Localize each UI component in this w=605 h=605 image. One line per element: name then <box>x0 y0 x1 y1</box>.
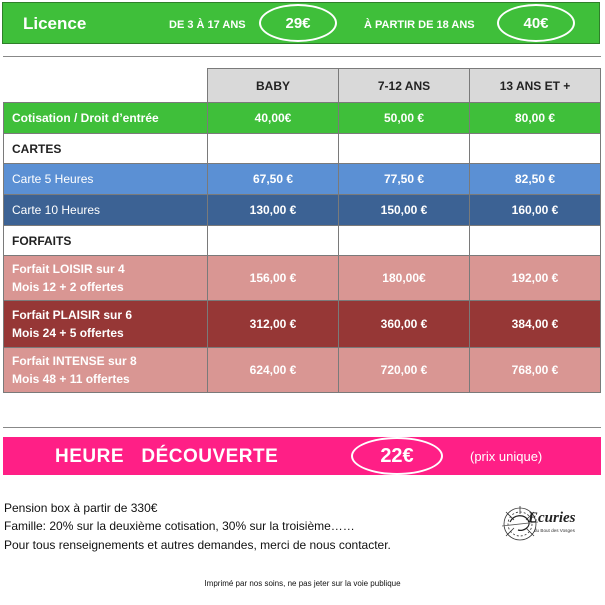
section-row-cartes <box>4 134 601 164</box>
price-cell: 77,50 € <box>339 164 470 195</box>
table-row-carte-5 <box>4 164 601 195</box>
price-cell: 720,00 € <box>339 348 470 393</box>
price-cell: 80,00 € <box>470 103 601 134</box>
table-header-row <box>4 69 601 103</box>
divider-top <box>3 56 601 57</box>
price-cell: 50,00 € <box>339 103 470 134</box>
table-row-forfait-plaisir <box>4 301 601 348</box>
table-row-carte-10 <box>4 195 601 226</box>
row-label-line: Mois 24 + 5 offertes <box>12 326 124 340</box>
licence-age-group-2: À PARTIR DE 18 ANS <box>364 19 475 31</box>
heure-decouverte-price: 22€ <box>351 437 443 475</box>
column-header-7-12: 7-12 ANS <box>339 69 470 103</box>
table-row-cotisation <box>4 103 601 134</box>
logo-subtitle: du Bout des Vosges <box>534 528 575 533</box>
table-row-forfait-intense <box>4 348 601 393</box>
print-notice: Imprimé par nos soins, ne pas jeter sur la voie publique <box>204 579 401 588</box>
table-row-forfait-loisir <box>4 256 601 301</box>
row-label <box>4 348 208 393</box>
row-label: Cotisation / Droit d’entrée <box>4 103 208 134</box>
column-header-13-plus: 13 ANS ET + <box>470 69 601 103</box>
price-cell: 160,00 € <box>470 195 601 226</box>
row-label-line: Forfait PLAISIR sur 6 <box>12 308 133 322</box>
heure-decouverte-note: (prix unique) <box>470 449 543 464</box>
row-label-line: Forfait INTENSE sur 8 <box>12 354 137 368</box>
price-cell: 384,00 € <box>470 301 601 348</box>
price-cell: 150,00 € <box>339 195 470 226</box>
price-cell: 156,00 € <box>208 256 339 301</box>
row-label <box>4 301 208 348</box>
ecuries-logo <box>498 500 580 546</box>
price-cell: 768,00 € <box>470 348 601 393</box>
licence-price-2: 40€ <box>497 4 575 42</box>
price-cell: 67,50 € <box>208 164 339 195</box>
section-row-forfaits <box>4 226 601 256</box>
licence-title: Licence <box>23 14 87 33</box>
table-header-blank <box>4 69 208 103</box>
row-label-line: Mois 48 + 11 offertes <box>12 372 130 386</box>
licence-age-group-1: DE 3 À 17 ANS <box>169 19 246 31</box>
price-cell: 624,00 € <box>208 348 339 393</box>
heure-decouverte-label: HEURE DÉCOUVERTE <box>55 446 279 467</box>
row-label-line: Forfait LOISIR sur 4 <box>12 262 125 276</box>
row-label <box>4 256 208 301</box>
column-header-baby: BABY <box>208 69 339 103</box>
price-cell: 312,00 € <box>208 301 339 348</box>
licence-banner <box>2 2 600 44</box>
heure-decouverte-banner <box>3 437 601 475</box>
info-famille: Famille: 20% sur la deuxième cotisation, 30% sur la troisième…… <box>4 519 355 533</box>
licence-price-1: 29€ <box>259 4 337 42</box>
price-table <box>3 68 601 393</box>
logo-name: Ecuries <box>528 510 576 526</box>
price-cell: 40,00€ <box>208 103 339 134</box>
info-pension: Pension box à partir de 330€ <box>4 501 158 515</box>
info-contact: Pour tous renseignements et autres demandes, merci de nous contacter. <box>4 538 391 552</box>
row-label-line: Mois 12 + 2 offertes <box>12 280 124 294</box>
row-label: Carte 10 Heures <box>4 195 208 226</box>
price-cell: 192,00 € <box>470 256 601 301</box>
price-cell: 130,00 € <box>208 195 339 226</box>
section-title: FORFAITS <box>4 226 208 256</box>
price-cell: 82,50 € <box>470 164 601 195</box>
divider-bottom <box>3 427 601 428</box>
section-title: CARTES <box>4 134 208 164</box>
row-label: Carte 5 Heures <box>4 164 208 195</box>
price-cell: 180,00€ <box>339 256 470 301</box>
price-cell: 360,00 € <box>339 301 470 348</box>
